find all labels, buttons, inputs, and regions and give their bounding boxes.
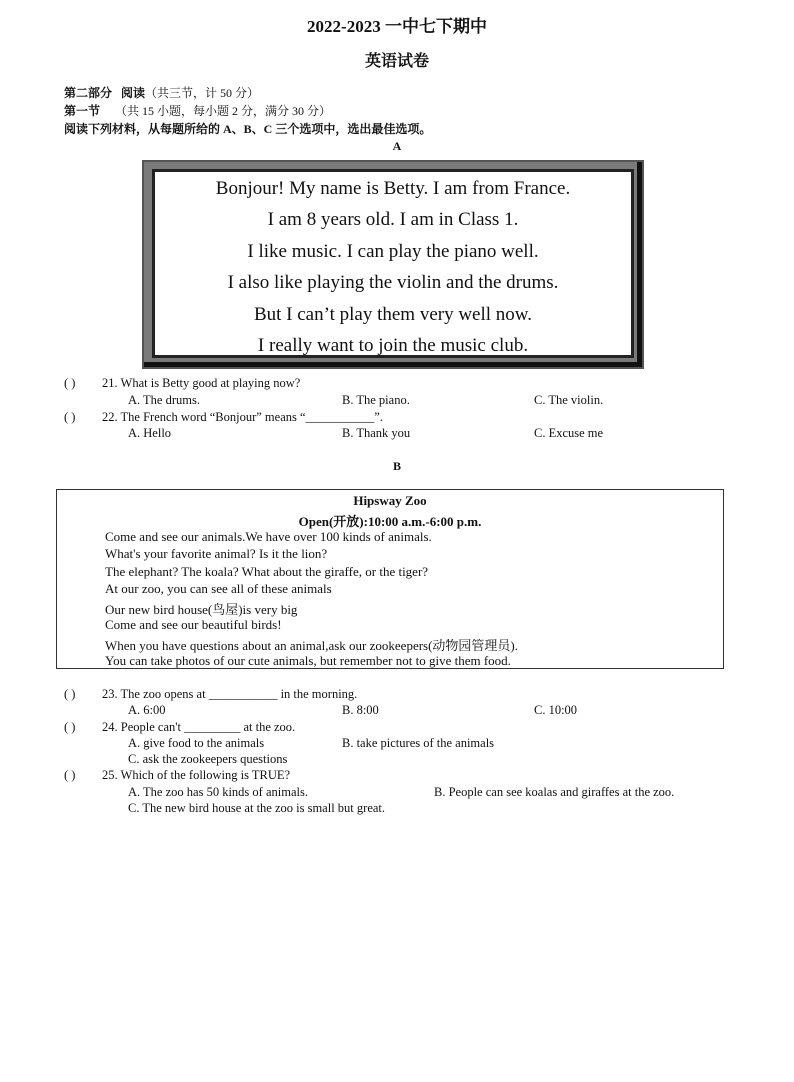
- zoo-line: Come and see our beautiful birds!: [105, 617, 282, 632]
- zoo-line: Come and see our animals.We have over 100 kinds of animals.: [105, 529, 432, 544]
- part-header: [64, 84, 259, 101]
- passage-b-box: [56, 489, 724, 669]
- zoo-line: The elephant? The koala? What about the giraffe, or the tiger?: [105, 564, 429, 579]
- zoo-line: At our zoo, you can see all of these animals: [105, 581, 332, 596]
- zoo-line: Our new bird house(鸟屋)is very big: [105, 602, 298, 617]
- option-c: C. ask the zookeepers questions: [128, 752, 288, 766]
- option-b: B. The piano.: [342, 393, 410, 407]
- section-desc: （共 15 小题，每小题 2 分，满分 30 分）: [115, 104, 332, 118]
- zoo-line: What's your favorite animal? Is it the lion?: [105, 546, 328, 561]
- question-stem: 22. The French word “Bonjour” means “___________”.: [102, 410, 383, 424]
- part-points: （共三节，计 50 分）: [145, 86, 260, 100]
- option-a: A. Hello: [128, 426, 172, 440]
- option-b: B. People can see koalas and giraffes at the zoo.: [434, 785, 675, 799]
- option-b: B. Thank you: [342, 426, 411, 440]
- option-c: C. 10:00: [534, 703, 578, 717]
- passage-a-line: I like music. I can play the piano well.: [247, 241, 539, 262]
- zoo-line: You can take photos of our cute animals, but remember not to give them food.: [105, 653, 511, 668]
- option-a: A. The zoo has 50 kinds of animals.: [128, 785, 308, 799]
- part-label: 第二部分: [64, 86, 113, 100]
- section-header: [64, 102, 331, 119]
- option-a: A. 6:00: [128, 703, 166, 717]
- question-stem: 25. Which of the following is TRUE?: [102, 768, 291, 782]
- zoo-hours: Open(开放):10:00 a.m.-6:00 p.m.: [298, 514, 482, 529]
- exam-subtitle: 英语试卷: [364, 53, 429, 70]
- question-stem: 24. People can't _________ at the zoo.: [102, 720, 296, 734]
- passage-a-box: [152, 169, 634, 358]
- answer-blank[interactable]: ( ): [64, 410, 76, 424]
- instruction: 阅读下列材料，从每题所给的 A、B、C 三个选项中，选出最佳选项。: [64, 122, 432, 136]
- zoo-title: Hipsway Zoo: [353, 493, 427, 508]
- question-stem: 21. What is Betty good at playing now?: [102, 376, 301, 390]
- answer-blank[interactable]: ( ): [64, 687, 76, 701]
- part-name-bold: 阅读: [121, 86, 146, 100]
- passage-a-line: I really want to join the music club.: [257, 335, 529, 356]
- answer-blank[interactable]: ( ): [64, 720, 76, 734]
- question-stem: 23. The zoo opens at ___________ in the morning.: [102, 687, 358, 701]
- option-b: B. 8:00: [342, 703, 379, 717]
- passage-a-line: But I can’t play them very well now.: [253, 304, 533, 325]
- option-a: A. The drums.: [128, 393, 200, 407]
- passage-a-frame: [142, 160, 644, 369]
- passage-a-line: Bonjour! My name is Betty. I am from France.: [215, 178, 571, 199]
- option-c: C. The violin.: [534, 393, 604, 407]
- option-c: C. Excuse me: [534, 426, 604, 440]
- option-b: B. take pictures of the animals: [342, 736, 495, 750]
- passage-b-label: B: [392, 459, 401, 473]
- option-a: A. give food to the animals: [128, 736, 265, 750]
- exam-title: 2022-2023 一中七下期中: [307, 17, 487, 36]
- option-c: C. The new bird house at the zoo is small but great.: [128, 801, 386, 815]
- answer-blank[interactable]: ( ): [64, 376, 76, 390]
- zoo-line: When you have questions about an animal,ask our zookeepers(动物园管理员).: [105, 638, 519, 653]
- answer-blank[interactable]: ( ): [64, 768, 76, 782]
- passage-a-line: I also like playing the violin and the drums.: [227, 272, 559, 293]
- passage-a-line: I am 8 years old. I am in Class 1.: [267, 209, 519, 230]
- passage-a-label: A: [392, 139, 402, 153]
- section-label: 第一节: [64, 104, 101, 118]
